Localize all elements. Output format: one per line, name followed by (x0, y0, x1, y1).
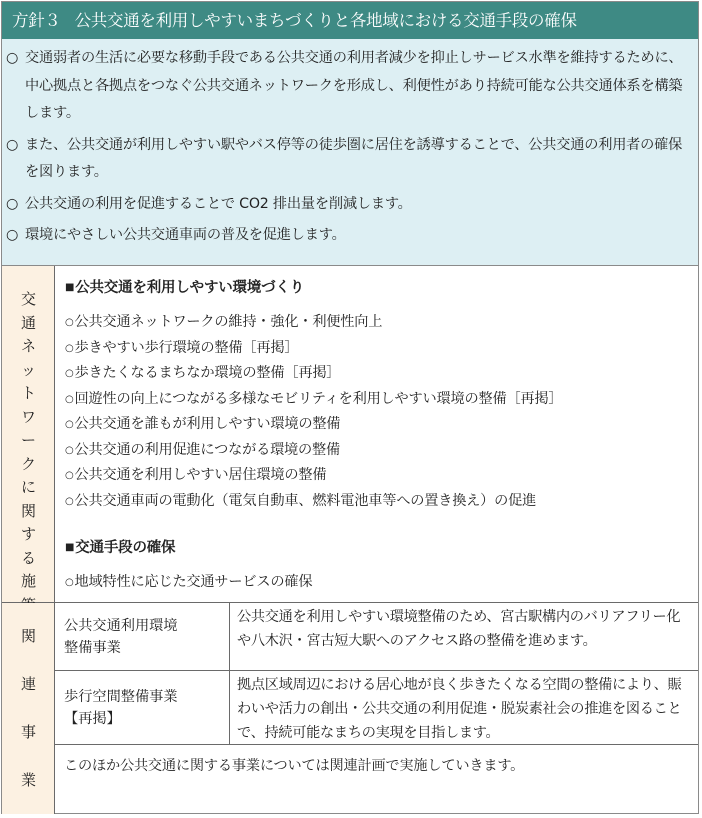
item-text: 地域特性に応じた交通サービスの確保 (74, 574, 313, 590)
goal-text: 公共交通の利用を促進することで CO2 排出量を削減します。 (25, 195, 412, 212)
circle-bullet-icon: ○ (65, 495, 74, 507)
policy-item (65, 310, 690, 336)
item-text: 公共交通を誰もが利用しやすい環境の整備 (74, 416, 341, 432)
label-char: ネ (20, 337, 36, 355)
label-char: 関 (20, 627, 36, 645)
label-char: ワ (20, 407, 36, 426)
projects-note: このほか公共交通に関する事業については関連計画で実施していきます。 (64, 758, 525, 774)
policy-title: 公共交通を利用しやすいまちづくりと各地域における交通手段の確保 (74, 11, 577, 30)
item-text: 公共交通ネットワークの維持・強化・利便性向上 (74, 314, 383, 330)
policy-item (65, 361, 690, 387)
circle-bullet-icon: ○ (65, 419, 74, 430)
circle-bullet-icon: ○ (6, 50, 19, 66)
label-char: 連 (20, 675, 36, 693)
circle-bullet-icon: ○ (65, 444, 74, 456)
projects-table (55, 603, 698, 814)
item-text: 公共交通を利用しやすい居住環境の整備 (74, 467, 327, 483)
circle-bullet-icon: ○ (65, 470, 74, 481)
policy-item (65, 489, 690, 515)
policy-item (65, 412, 690, 438)
circle-bullet-icon: ○ (6, 195, 19, 212)
policy-item (65, 387, 690, 413)
goal-text: また、公共交通が利用しやすい駅やバス停等の徒歩圏に居住を誘導することで、公共交通の利用者の確保を図ります。 (25, 136, 683, 180)
network-policies-side-label (2, 266, 55, 602)
label-char: 交 (20, 290, 36, 308)
policy-group-heading (65, 536, 690, 560)
circle-bullet-icon: ○ (65, 393, 74, 405)
goal-item (6, 132, 690, 187)
item-text: 歩きたくなるまちなか環境の整備［再掲］ (74, 365, 341, 381)
circle-bullet-icon: ○ (65, 342, 74, 354)
label-char: に (20, 478, 36, 496)
label-char: ク (20, 454, 36, 473)
policy-item (65, 463, 690, 489)
label-char: ト (20, 384, 36, 402)
policy-item (65, 570, 690, 596)
related-projects-section (2, 603, 698, 814)
goal-text: 交通弱者の生活に必要な移動手段である公共交通の利用者減少を抑止しサービス水準を維持するために、中心拠点と各拠点をつなぐ公共交通ネットワークを形成し、利便性があり持続可能な公共交通体系を構築します。 (25, 50, 683, 121)
heading-text: 公共交通を利用しやすい環境づくり (75, 280, 305, 296)
project-name-line: 歩行空間整備事業 (64, 688, 178, 705)
project-name-line: 公共交通利用環境 (64, 617, 178, 634)
project-description: 拠点区域周辺における居心地が良く歩きたくなる空間の整備により、賑わいや活力の創出・公共交通の利用促進・脱炭素社会の推進を図ることで、持続可能なまちの実現を目指します。 (237, 677, 682, 741)
circle-bullet-icon: ○ (6, 136, 19, 153)
item-text: 回遊性の向上につながる多様なモビリティを利用しやすい環境の整備［再掲］ (74, 390, 563, 407)
goal-item (6, 191, 690, 219)
policy-item (65, 336, 690, 362)
label-char: る (20, 548, 36, 567)
label-char: す (20, 525, 36, 543)
goal-item (6, 45, 690, 128)
item-text: 公共交通の利用促進につながる環境の整備 (74, 441, 341, 458)
policy-table (1, 1, 699, 814)
label-char: 事 (20, 723, 36, 741)
goal-item (6, 222, 690, 250)
circle-bullet-icon: ○ (65, 368, 74, 379)
policy-header (2, 2, 698, 39)
policy-group-heading (65, 276, 690, 300)
project-name-line: 【再掲】 (64, 710, 121, 727)
item-text: 公共交通車両の電動化（電気自動車、燃料電池車等への置き換え）の促進 (74, 492, 537, 509)
square-bullet-icon: ■ (65, 282, 75, 293)
project-name-line: 整備事業 (64, 639, 121, 656)
goal-text: 環境にやさしい公共交通車両の普及を促進します。 (25, 227, 346, 243)
label-char: ー (20, 431, 36, 449)
project-description: 公共交通を利用しやすい環境整備のため、宮古駅構内のバリアフリー化や八木沢・宮古短大駅へのアクセス路の整備を進めます。 (237, 609, 681, 649)
vertical-label (2, 288, 55, 617)
heading-text: 交通手段の確保 (75, 540, 176, 556)
policy-item (65, 438, 690, 464)
project-name (55, 603, 230, 670)
project-row (55, 603, 698, 671)
circle-bullet-icon: ○ (65, 577, 74, 588)
policy-goals (2, 39, 698, 266)
square-bullet-icon: ■ (65, 542, 75, 553)
network-policies-section (2, 266, 698, 603)
project-name (55, 671, 230, 744)
item-text: 歩きやすい歩行環境の整備［再掲］ (74, 339, 299, 356)
label-char: 通 (20, 313, 36, 332)
policies-content (65, 276, 690, 596)
policy-number: 方針３ (12, 11, 61, 30)
label-char: 施 (20, 572, 36, 590)
label-char: 関 (20, 501, 36, 520)
label-char: ッ (20, 360, 36, 379)
related-projects-side-label (2, 603, 55, 814)
circle-bullet-icon: ○ (65, 317, 74, 328)
circle-bullet-icon: ○ (6, 227, 19, 243)
project-row (55, 671, 698, 745)
label-char: 業 (20, 771, 36, 789)
